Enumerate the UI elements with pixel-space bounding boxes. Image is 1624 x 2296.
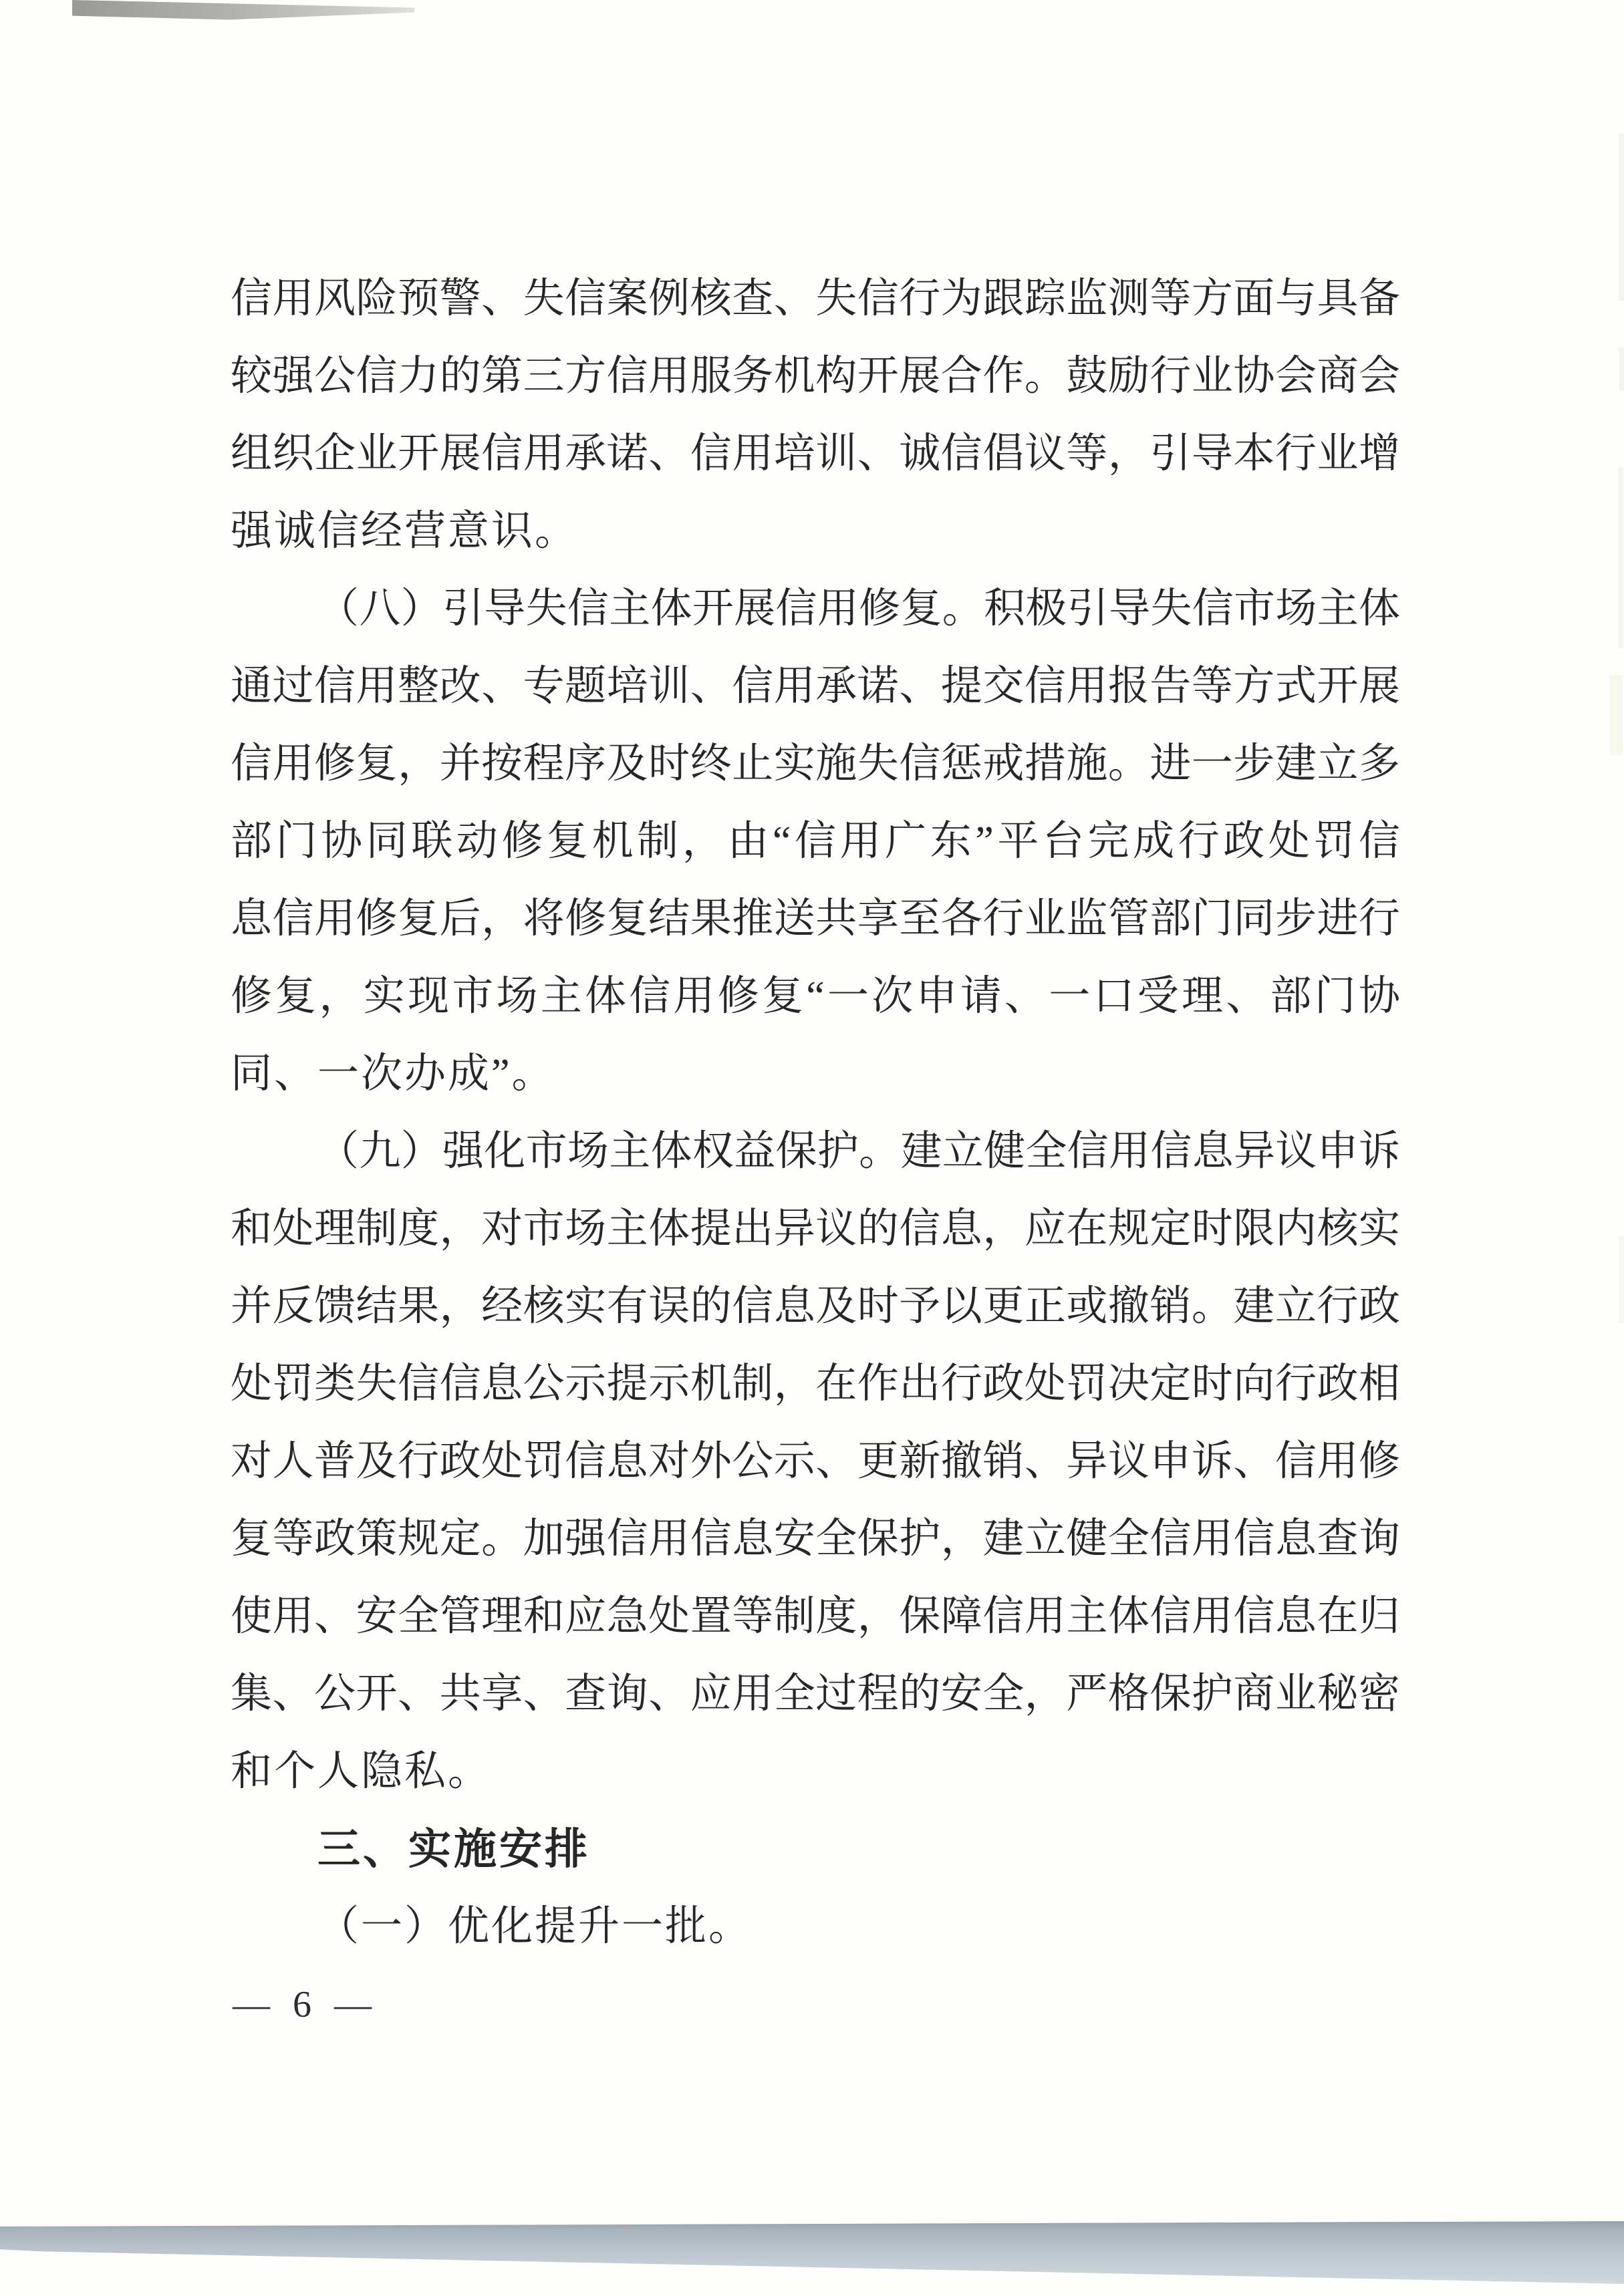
section-heading: 三、实施安排: [317, 1825, 590, 1873]
right-edge-artifact: [1619, 347, 1624, 391]
text-line: 复等政策规定。加强信用信息安全保护，建立健全信用信息查询: [231, 1516, 1400, 1562]
text-line: 组织企业开展信用承诺、信用培训、诚信倡议等，引导本行业增: [231, 431, 1400, 476]
text-line: 强诚信经营意识。: [231, 509, 579, 554]
text-line: 和个人隐私。: [231, 1749, 492, 1794]
document-body: [231, 260, 1400, 1965]
text-line: 同、一次办成”。: [231, 1051, 555, 1097]
right-edge-artifact: [1618, 468, 1623, 648]
text-line: 集、公开、共享、查询、应用全过程的安全，严格保护商业秘密: [231, 1671, 1400, 1717]
text-line: （九）强化市场主体权益保护。建立健全信用信息异议申诉: [317, 1129, 1400, 1174]
item-title-line: （一）优化提升一批。: [317, 1904, 753, 1949]
text-line: 部门协同联动修复机制，由“信用广东”平台完成行政处罚信: [231, 819, 1400, 864]
right-edge-artifact: [1609, 675, 1623, 755]
text-line: 信用风险预警、失信案例核查、失信行为跟踪监测等方面与具备: [231, 276, 1400, 321]
top-scan-artifact: [72, 0, 414, 21]
text-line: 较强公信力的第三方信用服务机构开展合作。鼓励行业协会商会: [231, 353, 1400, 399]
text-line: 使用、安全管理和应急处置等制度，保障信用主体信用信息在归: [231, 1594, 1400, 1639]
text-line: 和处理制度，对市场主体提出异议的信息，应在规定时限内核实: [231, 1206, 1400, 1252]
text-line: 对人普及行政处罚信息对外公示、更新撤销、异议申诉、信用修: [231, 1439, 1400, 1484]
text-line: 并反馈结果，经核实有误的信息及时予以更正或撤销。建立行政: [231, 1284, 1400, 1329]
text-line: 信用修复，并按程序及时终止实施失信惩戒措施。进一步建立多: [231, 741, 1400, 786]
text-line: 修复，实现市场主体信用修复“一次申请、一口受理、部门协: [231, 974, 1400, 1019]
text-line: 处罚类失信信息公示提示机制，在作出行政处罚决定时向行政相: [231, 1361, 1400, 1407]
text-line: （八）引导失信主体开展信用修复。积极引导失信市场主体: [317, 586, 1400, 631]
right-edge-artifact: [1619, 134, 1624, 301]
text-line: 息信用修复后，将修复结果推送共享至各行业监管部门同步进行: [231, 896, 1400, 942]
right-edge-artifact: [1619, 1236, 1624, 1323]
page-number: — 6 —: [233, 1984, 378, 2025]
text-line: 通过信用整改、专题培训、信用承诺、提交信用报告等方式开展: [231, 664, 1400, 709]
